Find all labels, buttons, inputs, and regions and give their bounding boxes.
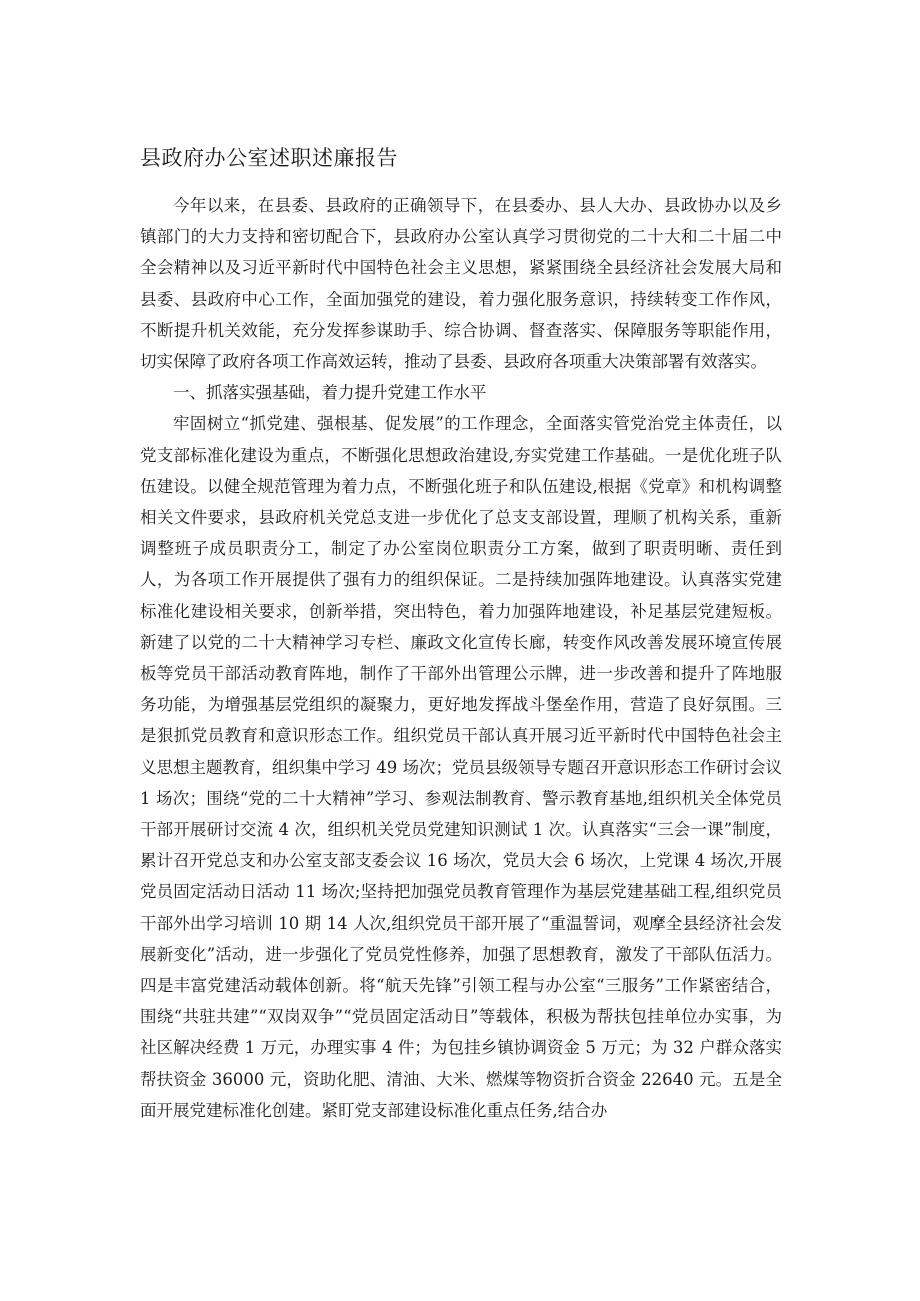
- section-heading: 一、抓落实强基础，着力提升党建工作水平: [173, 383, 487, 403]
- intro-paragraph: 今年以来，在县委、县政府的正确领导下，在县委办、县人大办、县政协办以及乡镇部门的大力支持和密切配合下，县政府办公室认真学习贯彻党的二十大和二十届二中全会精神以及习近平新时代中国特色社会主义思想，紧紧围绕全县经济社会发展大局和县委、县政府中心工作，全面加强党的建设，着力强化服务意识，持续转变工作作风，不断提升机关效能，充分发挥参谋助手、综合协调、督查落实、保障服务等职能作用，切实保障了政府各项工作高效运转，推动了县委、县政府各项重大决策部署有效落实。: [140, 196, 782, 372]
- document-title: 县政府办公室述职述廉报告: [140, 146, 398, 170]
- section-paragraph: 牢固树立“抓党建、强根基、促发展”的工作理念，全面落实管党治党主体责任，以党支部标准化建设为重点，不断强化思想政治建设,夯实党建工作基础。一是优化班子队伍建设。以健全规范管理为着力点，不断强化班子和队伍建设,根据《党章》和机构调整相关文件要求，县政府机关党总支进一步优化了总支支部设置，理顺了机构关系，重新调整班子成员职责分工，制定了办公室岗位职责分工方案，做到了职责明晰、责任到人，为各项工作开展提供了强有力的组织保证。二是持续加强阵地建设。认真落实党建标准化建设相关要求，创新举措，突出特色，着力加强阵地建设，补足基层党建短板。新建了以党的二十大精神学习专栏、廉政文化宣传长廊，转变作风改善发展环境宣传展板等党员干部活动教育阵地，制作了干部外出管理公示牌，进一步改善和提升了阵地服务功能，为增强基层党组织的凝聚力，更好地发挥战斗堡垒作用，营造了良好氛围。三是狠抓党员教育和意识形态工作。组织党员干部认真开展习近平新时代中国特色社会主义思想主题教育，组织集中学习 49 场次；党员县级领导专题召开意识形态工作研讨会议 1 场次；围绕“党的二十大精神”学习、参观法制教育、警示教育基地,组织机关全体党员干部开展研讨交流 4 次，组织机关党员党建知识测试 1 次。认真落实“三会一课”制度，累计召开党总支和办公室支部支委会议 16 场次，党员大会 6 场次，上党课 4 场次,开展党员固定活动日活动 11 场次;坚持把加强党员教育管理作为基层党建基础工程,组织党员干部外出学习培训 10 期 14 人次,组织党员干部开展了“重温誓词，观摩全县经济社会发展新变化”活动，进一步强化了党员党性修养，加强了思想教育，激发了干部队伍活力。四是丰富党建活动载体创新。将“航天先锋”引领工程与办公室“三服务”工作紧密结合，围绕“共驻共建”“双岗双争”“党员固定活动日”等载体，积极为帮扶包挂单位办实事，为社区解决经费 1 万元，办理实事 4 件；为包挂乡镇协调资金 5 万元；为 32 户群众落实帮扶资金 36000 元，资助化肥、清油、大米、燃煤等物资折合资金 22640 元。五是全面开展党建标准化创建。紧盯党支部建设标准化重点任务,结合办: [140, 414, 782, 1120]
- document-body: [140, 190, 782, 1126]
